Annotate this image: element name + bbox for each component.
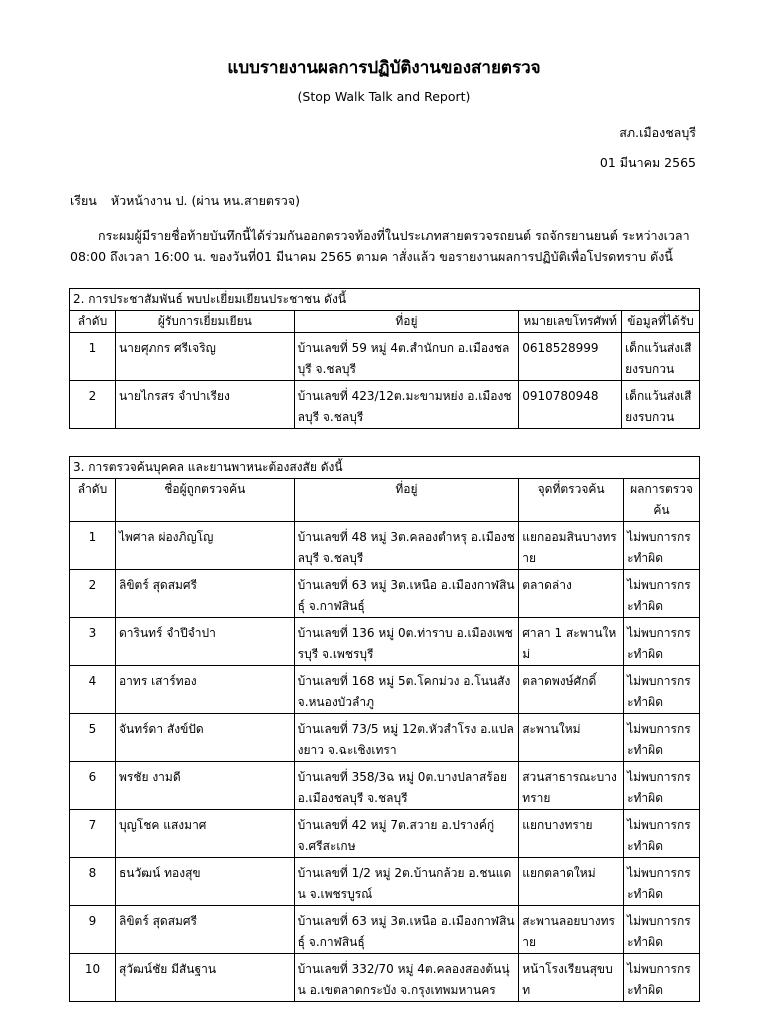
search-cell-name: จันทร์ดา สังข์ปัด xyxy=(115,714,294,762)
search-table-caption: 3. การตรวจค้นบุคคล และยานพาหนะต้องสงสัย ดังนี้ xyxy=(70,457,700,479)
search-cell-no: 2 xyxy=(70,570,116,618)
search-row xyxy=(70,954,700,1002)
search-cell-col5: ไม่พบการกระทำผิด xyxy=(624,618,700,666)
search-cell-address: บ้านเลขที่ 63 หมู่ 3ต.เหนือ อ.เมืองกาฬสินธุ์ จ.กาฬสินธุ์ xyxy=(294,906,519,954)
visit-row xyxy=(70,381,700,429)
search-cell-col4: สะพานใหม่ xyxy=(519,714,624,762)
visit-cell-col5: เด็กแว้นส่งเสียงรบกวน xyxy=(622,333,700,381)
visit-cell-address: บ้านเลขที่ 59 หมู่ 4ต.สำนักบก อ.เมืองชลบุรี จ.ชลบุรี xyxy=(294,333,519,381)
search-row xyxy=(70,570,700,618)
search-cell-address: บ้านเลขที่ 73/5 หมู่ 12ต.หัวสำโรง อ.แปลงยาว จ.ฉะเชิงเทรา xyxy=(294,714,519,762)
visit-cell-col5: เด็กแว้นส่งเสียงรบกวน xyxy=(622,381,700,429)
addressee xyxy=(70,191,314,211)
search-cell-name: อาทร เสาร์ทอง xyxy=(115,666,294,714)
visit-cell-col4: 0910780948 xyxy=(519,381,622,429)
search-col-result: ผลการตรวจค้น xyxy=(624,479,700,522)
search-cell-col5: ไม่พบการกระทำผิด xyxy=(624,714,700,762)
search-cell-col4: สะพานลอยบางทราย xyxy=(519,906,624,954)
search-cell-col4: แยกออมสินบางทราย xyxy=(519,522,624,570)
search-cell-name: ธนวัฒน์ ทองสุข xyxy=(115,858,294,906)
search-cell-no: 10 xyxy=(70,954,116,1002)
search-cell-col5: ไม่พบการกระทำผิด xyxy=(624,906,700,954)
search-cell-name: ลิขิตร์ สุดสมศรี xyxy=(115,570,294,618)
search-cell-col5: ไม่พบการกระทำผิด xyxy=(624,570,700,618)
search-cell-address: บ้านเลขที่ 358/3ฉ หมู่ 0ต.บางปลาสร้อย อ.เมืองชลบุรี จ.ชลบุรี xyxy=(294,762,519,810)
addressee-value: หัวหน้างาน ป. (ผ่าน หน.สายตรวจ) xyxy=(110,193,300,208)
search-cell-no: 4 xyxy=(70,666,116,714)
search-table-body xyxy=(70,522,700,1002)
search-col-no: ลำดับ xyxy=(70,479,116,522)
search-cell-col5: ไม่พบการกระทำผิด xyxy=(624,522,700,570)
visit-cell-no: 2 xyxy=(70,381,116,429)
search-cell-address: บ้านเลขที่ 48 หมู่ 3ต.คลองตำหรุ อ.เมืองชลบุรี จ.ชลบุรี xyxy=(294,522,519,570)
search-cell-col4: ศาลา 1 สะพานใหม่ xyxy=(519,618,624,666)
search-row xyxy=(70,522,700,570)
search-cell-no: 9 xyxy=(70,906,116,954)
search-cell-no: 3 xyxy=(70,618,116,666)
visit-cell-address: บ้านเลขที่ 423/12ต.มะขามหย่ง อ.เมืองชลบุรี จ.ชลบุรี xyxy=(294,381,519,429)
search-cell-col4: หน้าโรงเรียนสุขบท xyxy=(519,954,624,1002)
search-cell-name: พรชัย งามดี xyxy=(115,762,294,810)
search-row xyxy=(70,666,700,714)
search-row xyxy=(70,618,700,666)
search-cell-col5: ไม่พบการกระทำผิด xyxy=(624,762,700,810)
visit-table-body xyxy=(70,333,700,429)
search-cell-col4: แยกตลาดใหม่ xyxy=(519,858,624,906)
visit-cell-name: นายไกรสร จำปาเรียง xyxy=(115,381,294,429)
search-cell-col5: ไม่พบการกระทำผิด xyxy=(624,954,700,1002)
search-cell-address: บ้านเลขที่ 1/2 หมู่ 2ต.บ้านกล้วย อ.ชนแดน จ.เพชรบูรณ์ xyxy=(294,858,519,906)
search-cell-col4: สวนสาธารณะบางทราย xyxy=(519,762,624,810)
visit-col-phone: หมายเลขโทรศัพท์ xyxy=(519,311,622,333)
visit-cell-name: นายศุภกร ศรีเจริญ xyxy=(115,333,294,381)
visit-col-name: ผู้รับการเยี่ยมเยียน xyxy=(115,311,294,333)
search-cell-col4: แยกบางทราย xyxy=(519,810,624,858)
search-cell-col5: ไม่พบการกระทำผิด xyxy=(624,858,700,906)
visit-table xyxy=(69,288,700,429)
visit-col-address: ที่อยู่ xyxy=(294,311,519,333)
report-subtitle: (Stop Walk Talk and Report) xyxy=(297,89,471,104)
search-cell-no: 6 xyxy=(70,762,116,810)
search-cell-name: บุญโชค แสงมาศ xyxy=(115,810,294,858)
visit-row xyxy=(70,333,700,381)
search-cell-address: บ้านเลขที่ 168 หมู่ 5ต.โคกม่วง อ.โนนสัง จ.หนองบัวลำภู xyxy=(294,666,519,714)
search-cell-name: ลิขิตร์ สุดสมศรี xyxy=(115,906,294,954)
addressee-label: เรียน xyxy=(70,193,97,208)
search-col-name: ชื่อผู้ถูกตรวจค้น xyxy=(115,479,294,522)
police-station: สภ.เมืองชลบุรี xyxy=(619,125,696,140)
visit-col-info: ข้อมูลที่ได้รับ xyxy=(622,311,700,333)
search-col-location: จุดที่ตรวจค้น xyxy=(519,479,624,522)
search-cell-address: บ้านเลขที่ 332/70 หมู่ 4ต.คลองสองต้นนุ่น อ.เขตลาดกระบัง จ.กรุงเทพมหานคร xyxy=(294,954,519,1002)
search-cell-name: ไพศาล ผ่องภิญโญ xyxy=(115,522,294,570)
search-cell-no: 1 xyxy=(70,522,116,570)
search-row xyxy=(70,810,700,858)
search-cell-no: 8 xyxy=(70,858,116,906)
visit-cell-no: 1 xyxy=(70,333,116,381)
report-title: แบบรายงานผลการปฏิบัติงานของสายตรวจ xyxy=(227,58,541,78)
report-date: 01 มีนาคม 2565 xyxy=(599,155,696,170)
search-cell-address: บ้านเลขที่ 42 หมู่ 7ต.สวาย อ.ปรางค์กู่ จ.ศรีสะเกษ xyxy=(294,810,519,858)
search-cell-col5: ไม่พบการกระทำผิด xyxy=(624,810,700,858)
search-cell-col4: ตลาดพงษ์ศักดิ์ xyxy=(519,666,624,714)
search-cell-address: บ้านเลขที่ 63 หมู่ 3ต.เหนือ อ.เมืองกาฬสินธุ์ จ.กาฬสินธุ์ xyxy=(294,570,519,618)
search-cell-col4: ตลาดล่าง xyxy=(519,570,624,618)
search-cell-address: บ้านเลขที่ 136 หมู่ 0ต.ท่าราบ อ.เมืองเพชรบุรี จ.เพชรบุรี xyxy=(294,618,519,666)
search-col-address: ที่อยู่ xyxy=(294,479,519,522)
visit-col-no: ลำดับ xyxy=(70,311,116,333)
search-row xyxy=(70,714,700,762)
search-cell-no: 7 xyxy=(70,810,116,858)
visit-table-caption: 2. การประชาสัมพันธ์ พบปะเยี่ยมเยียนประชาชน ดังนี้ xyxy=(70,289,700,311)
search-row xyxy=(70,858,700,906)
search-cell-name: ดารินทร์ จำปีจำปา xyxy=(115,618,294,666)
search-row xyxy=(70,762,700,810)
search-row xyxy=(70,906,700,954)
search-cell-no: 5 xyxy=(70,714,116,762)
search-cell-name: สุวัฒน์ชัย มีสันฐาน xyxy=(115,954,294,1002)
search-table xyxy=(69,456,700,1002)
visit-cell-col4: 0618528999 xyxy=(519,333,622,381)
search-cell-col5: ไม่พบการกระทำผิด xyxy=(624,666,700,714)
report-body: กระผมผู้มีรายชื่อท้ายบันทึกนี้ได้ร่วมกันออกตรวจท้องที่ในประเภทสายตรวจรถยนต์ รถจักรยานยนต์ ระหว่างเวลา 08:00 ถึงเวลา 16:00 น. ของวันที่01 มีนาคม 2565 ตามค าสั่งแล้ว ขอรายงานผลการปฏิบัติเพื่อโปรดทราบ ดังนี้ xyxy=(70,228,690,264)
